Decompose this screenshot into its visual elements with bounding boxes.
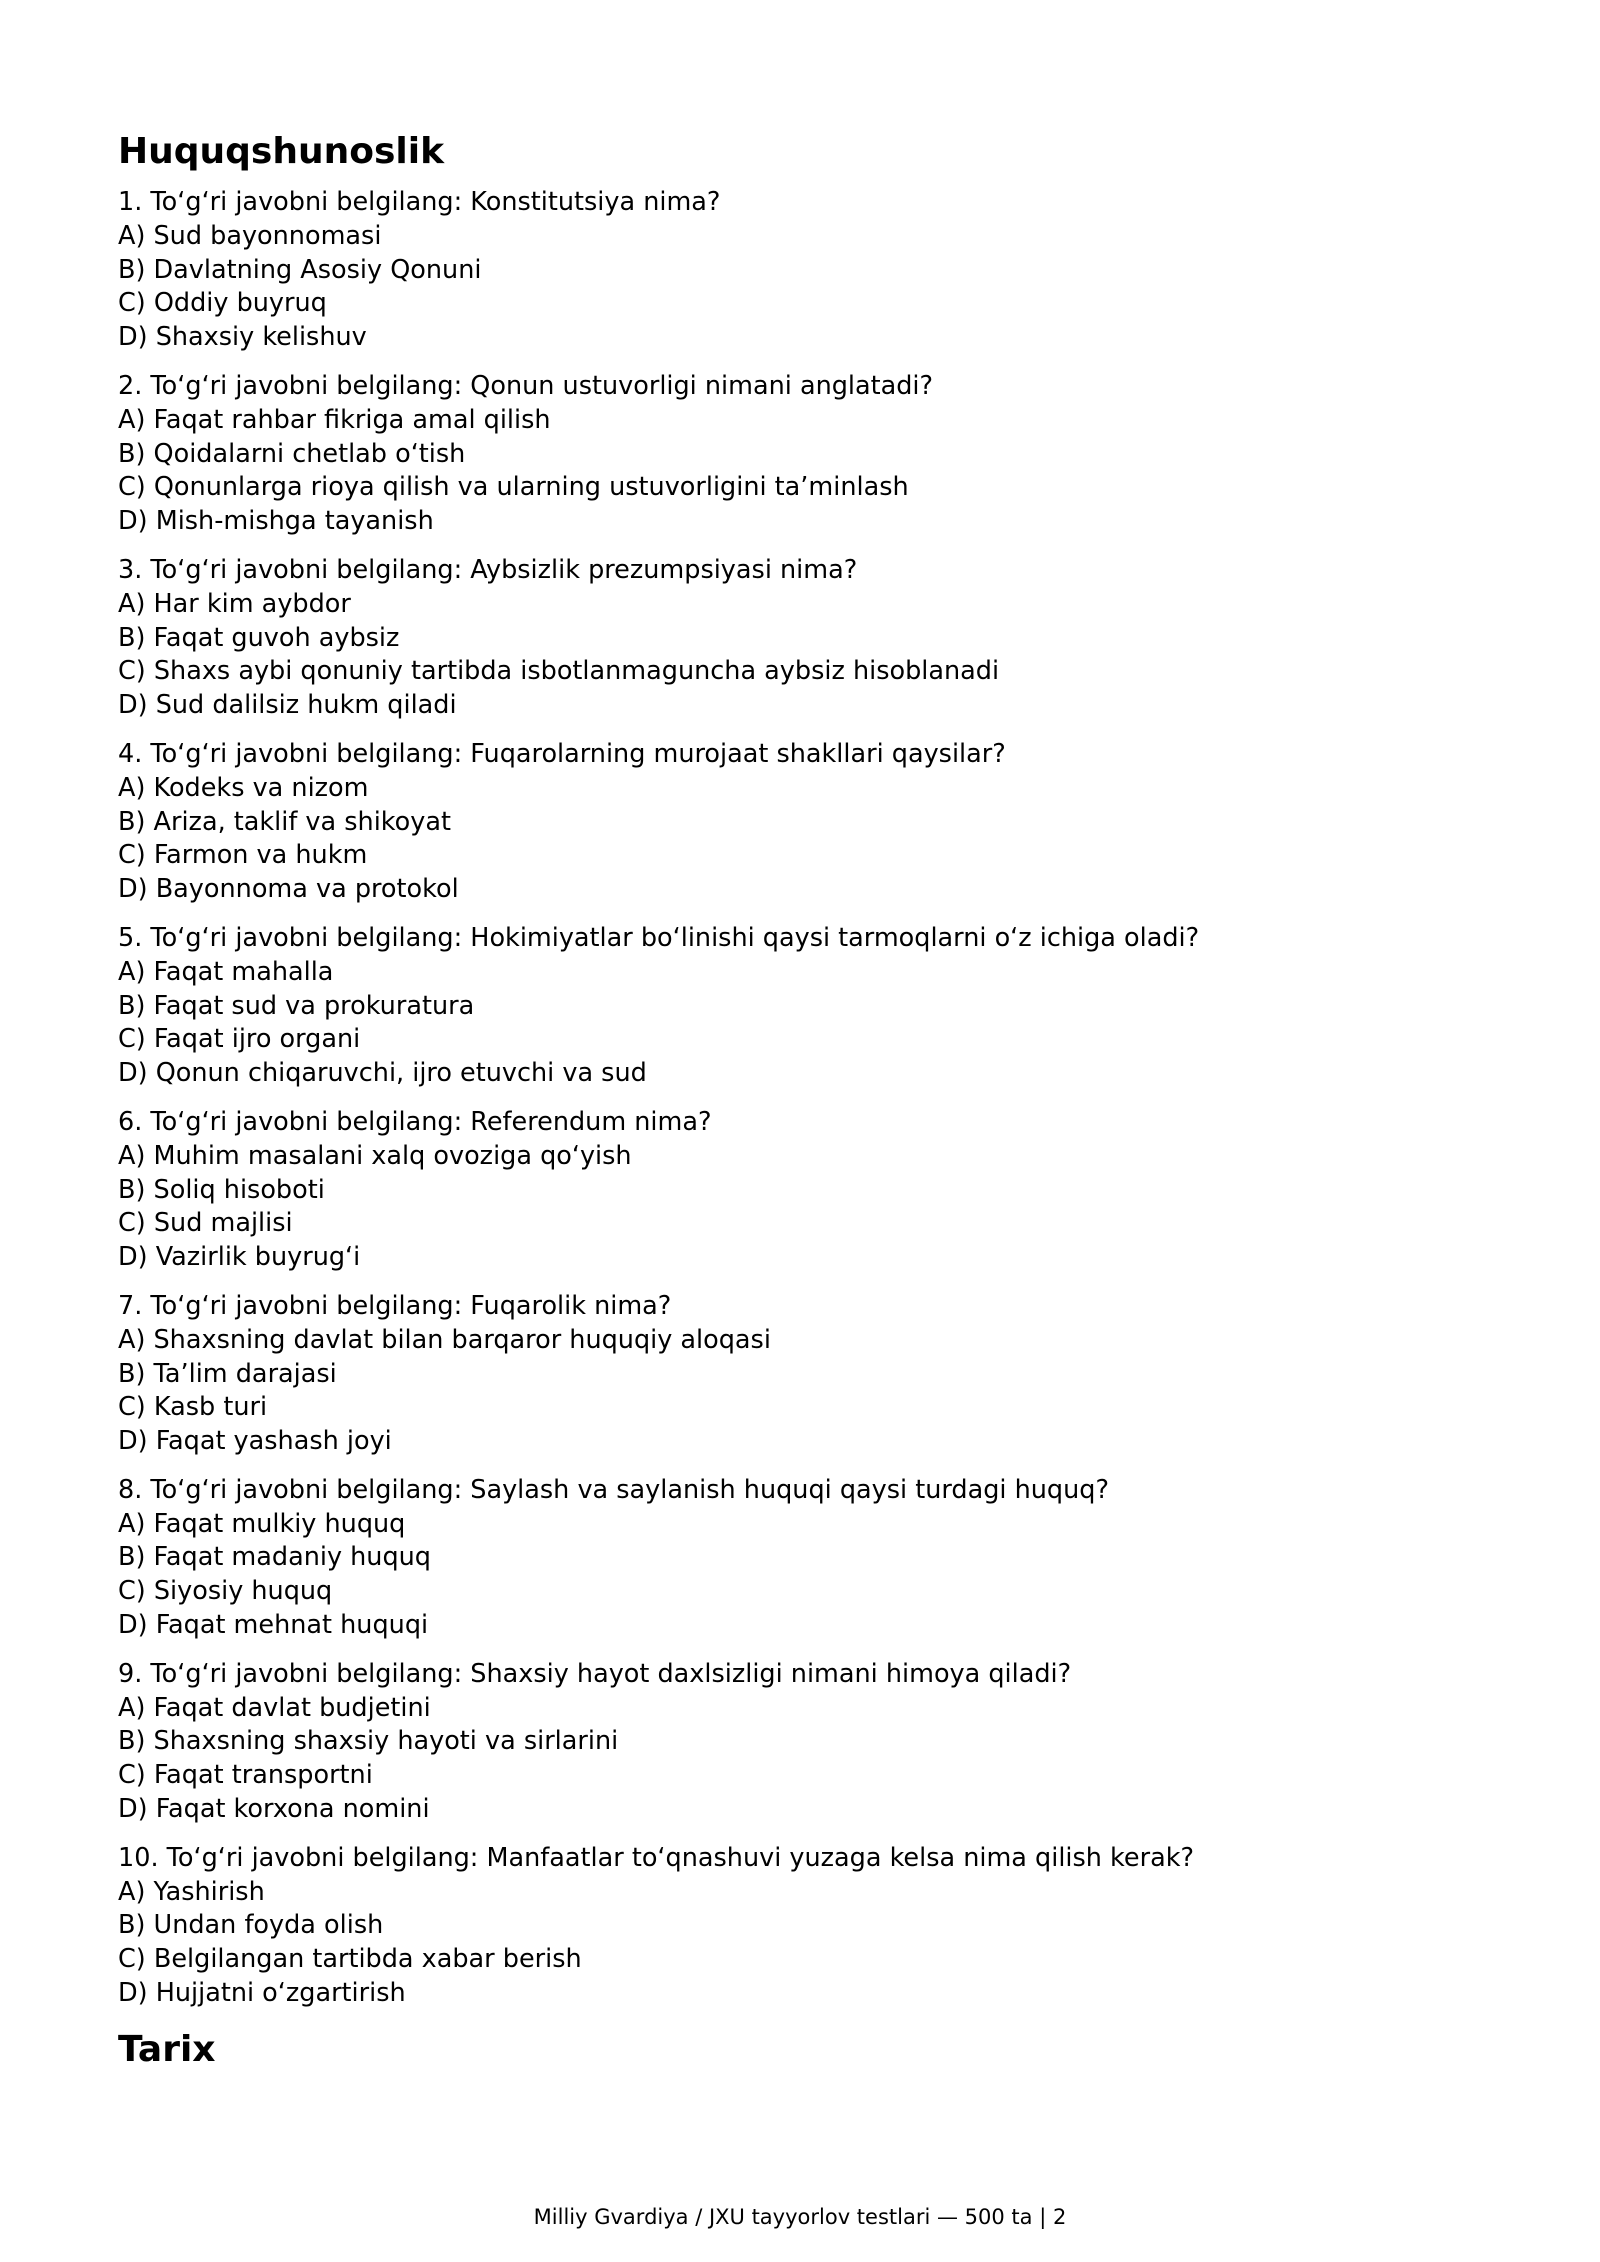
question-block: [118, 554, 1488, 723]
question-text: 8. To‘g‘ri javobni belgilang: Saylash va saylanish huquqi qaysi turdagi huquq?: [118, 1474, 1109, 1505]
answer-option: A) Faqat mahalla: [118, 956, 334, 987]
answer-option: A) Sud bayonnomasi: [118, 220, 382, 251]
question-text: 2. To‘g‘ri javobni belgilang: Qonun ustuvorligi nimani anglatadi?: [118, 370, 934, 401]
answer-option: D) Sud dalilsiz hukm qiladi: [118, 690, 457, 721]
answer-option: B) Shaxsning shaxsiy hayoti va sirlarini: [118, 1726, 619, 1757]
answer-option: D) Faqat korxona nomini: [118, 1794, 430, 1825]
question-text: 7. To‘g‘ri javobni belgilang: Fuqarolik nima?: [118, 1290, 672, 1321]
answer-option: A) Yashirish: [118, 1876, 265, 1907]
question-block: [118, 1290, 1488, 1459]
answer-option: C) Faqat ijro organi: [118, 1024, 361, 1055]
answer-option: C) Sud majlisi: [118, 1208, 293, 1239]
answer-option: B) Faqat guvoh aybsiz: [118, 622, 400, 653]
question-text: 6. To‘g‘ri javobni belgilang: Referendum nima?: [118, 1106, 712, 1137]
answer-option: A) Shaxsning davlat bilan barqaror huquqiy aloqasi: [118, 1324, 771, 1355]
question-text: 4. To‘g‘ri javobni belgilang: Fuqarolarning murojaat shakllari qaysilar?: [118, 738, 1006, 769]
section-title: Huquqshunoslik: [118, 131, 445, 172]
answer-option: C) Qonunlarga rioya qilish va ularning ustuvorligini ta’minlash: [118, 472, 909, 503]
question-text: 5. To‘g‘ri javobni belgilang: Hokimiyatlar bo‘linishi qaysi tarmoqlarni o‘z ichiga oladi?: [118, 922, 1200, 953]
answer-option: A) Muhim masalani xalq ovoziga qo‘yish: [118, 1140, 632, 1171]
answer-option: A) Kodeks va nizom: [118, 772, 369, 803]
question-block: [118, 1106, 1488, 1275]
answer-option: A) Faqat mulkiy huquq: [118, 1508, 406, 1539]
question-block: [118, 1658, 1488, 1827]
page-footer: Milliy Gvardiya / JXU tayyorlov testlari — 500 ta | 2: [533, 2205, 1067, 2229]
answer-option: C) Siyosiy huquq: [118, 1576, 333, 1607]
answer-option: B) Faqat madaniy huquq: [118, 1542, 431, 1573]
question-block: [118, 1474, 1488, 1643]
question-text: 1. To‘g‘ri javobni belgilang: Konstitutsiya nima?: [118, 187, 721, 217]
question-text: 10. To‘g‘ri javobni belgilang: Manfaatlar to‘qnashuvi yuzaga kelsa nima qilish kerak?: [118, 1842, 1194, 1873]
answer-option: C) Shaxs aybi qonuniy tartibda isbotlanmaguncha aybsiz hisoblanadi: [118, 656, 1000, 687]
question-block: [118, 186, 1488, 355]
answer-option: B) Ariza, taklif va shikoyat: [118, 806, 451, 837]
answer-option: D) Vazirlik buyrug‘i: [118, 1242, 361, 1273]
answer-option: A) Har kim aybdor: [118, 588, 351, 619]
question-text: 3. To‘g‘ri javobni belgilang: Aybsizlik prezumpsiyasi nima?: [118, 554, 858, 585]
answer-option: B) Soliq hisoboti: [118, 1174, 325, 1205]
question-block: [118, 922, 1488, 1091]
answer-option: B) Faqat sud va prokuratura: [118, 990, 475, 1021]
answer-option: D) Faqat mehnat huquqi: [118, 1610, 429, 1641]
document-page: [118, 128, 1488, 2084]
answer-option: C) Oddiy buyruq: [118, 288, 327, 319]
answer-option: B) Ta’lim darajasi: [118, 1358, 337, 1389]
answer-option: D) Bayonnoma va protokol: [118, 874, 459, 905]
answer-option: A) Faqat rahbar fikriga amal qilish: [118, 404, 551, 435]
answer-option: D) Hujjatni o‘zgartirish: [118, 1978, 406, 2009]
answer-option: C) Kasb turi: [118, 1392, 268, 1423]
answer-option: D) Shaxsiy kelishuv: [118, 322, 367, 353]
answer-option: D) Faqat yashash joyi: [118, 1426, 392, 1457]
section-title: Tarix: [118, 2028, 216, 2070]
question-text: 9. To‘g‘ri javobni belgilang: Shaxsiy hayot daxlsizligi nimani himoya qiladi?: [118, 1658, 1072, 1689]
question-block: [118, 738, 1488, 907]
answer-option: D) Mish-mishga tayanish: [118, 506, 434, 537]
answer-option: A) Faqat davlat budjetini: [118, 1692, 431, 1723]
answer-option: B) Davlatning Asosiy Qonuni: [118, 254, 482, 285]
answer-option: C) Farmon va hukm: [118, 840, 368, 871]
sections-container: [118, 128, 1488, 2074]
answer-option: B) Undan foyda olish: [118, 1910, 384, 1941]
answer-option: B) Qoidalarni chetlab o‘tish: [118, 438, 466, 469]
answer-option: C) Belgilangan tartibda xabar berish: [118, 1944, 582, 1975]
question-block: [118, 370, 1488, 539]
answer-option: D) Qonun chiqaruvchi, ijro etuvchi va sud: [118, 1058, 647, 1089]
answer-option: C) Faqat transportni: [118, 1760, 373, 1791]
question-block: [118, 1842, 1488, 2011]
